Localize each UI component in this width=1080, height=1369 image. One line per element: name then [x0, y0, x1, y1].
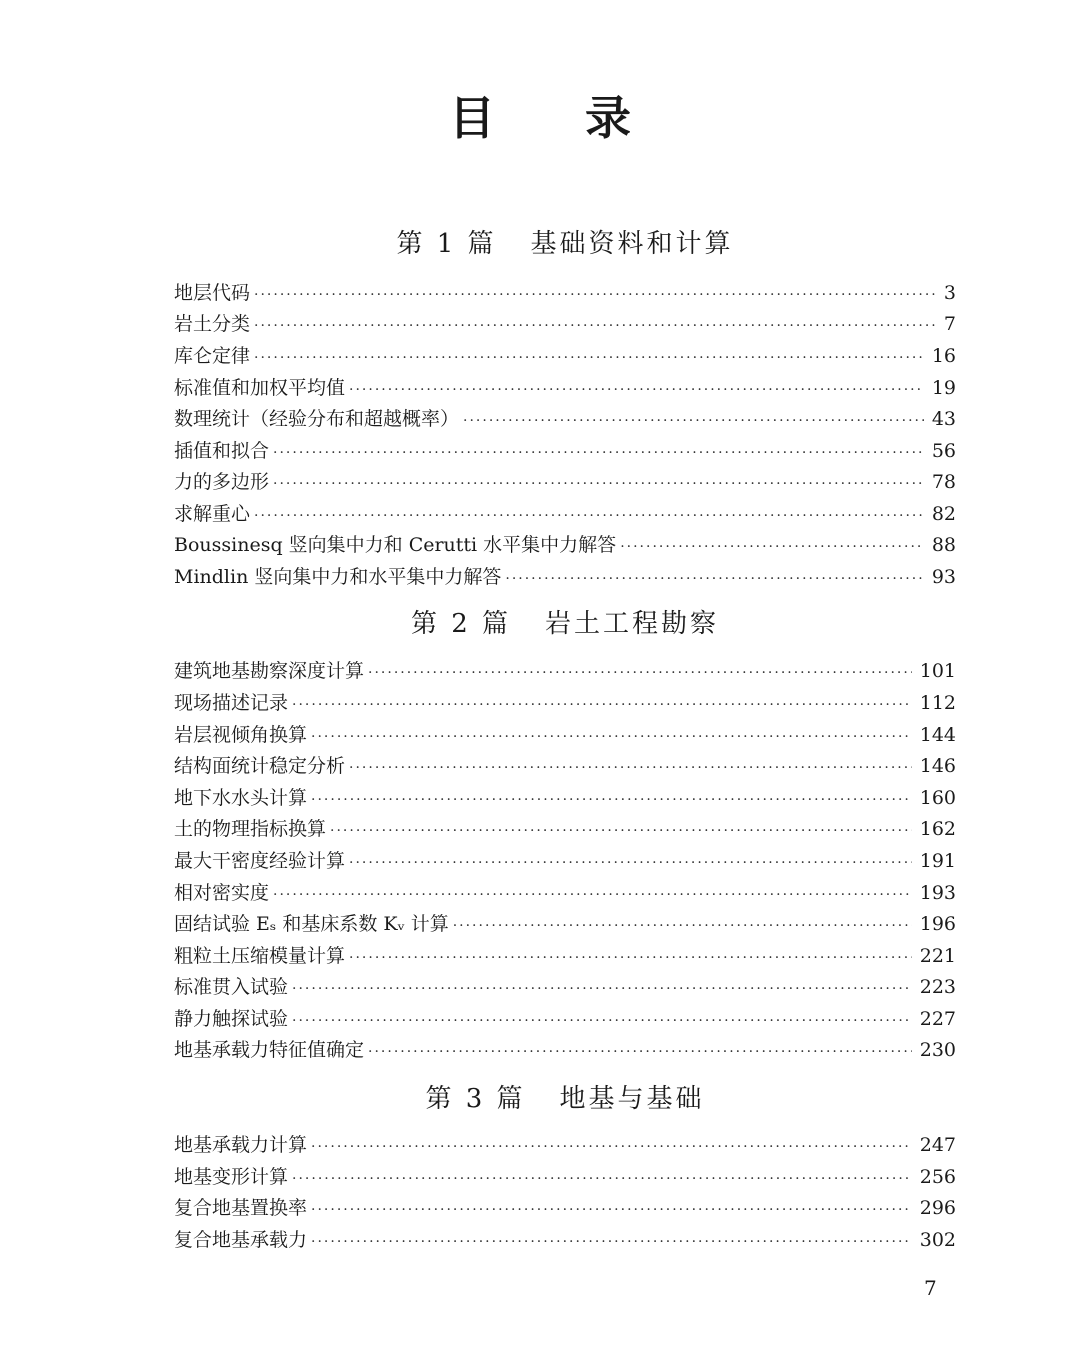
leader-dots: [292, 1007, 912, 1035]
toc-entry[interactable]: [174, 1005, 956, 1033]
leader-dots: [273, 881, 912, 909]
leader-dots: [311, 1228, 912, 1256]
toc-entry[interactable]: [174, 1194, 956, 1222]
entry-title: 建筑地基勘察深度计算: [174, 660, 365, 682]
toc-entry[interactable]: [174, 942, 956, 970]
entry-page: 223: [919, 976, 956, 998]
leader-dots: [349, 376, 924, 404]
entry-page: 112: [919, 692, 956, 714]
part-heading: [174, 226, 956, 262]
entry-title: 静力触探试验: [174, 1008, 289, 1030]
toc-entry[interactable]: [174, 1131, 956, 1159]
leader-dots: [292, 1165, 912, 1193]
toc-entry[interactable]: [174, 563, 956, 591]
entry-page: 160: [919, 787, 956, 809]
leader-dots: [368, 1038, 912, 1066]
part-label: 第 2 篇: [410, 609, 512, 639]
entry-title: 标准值和加权平均值: [174, 377, 346, 399]
leader-dots: [273, 470, 924, 498]
toc-entry[interactable]: [174, 342, 956, 370]
entry-title: 数理统计（经验分布和超越概率）: [174, 408, 460, 430]
entry-title: Mindlin 竖向集中力和水平集中力解答: [174, 566, 502, 588]
toc-entry[interactable]: [174, 815, 956, 843]
entry-page: 221: [919, 945, 956, 967]
leader-dots: [349, 849, 912, 877]
part-name: 岩土工程勘察: [545, 609, 720, 639]
toc-entry[interactable]: [174, 279, 956, 307]
entry-title: 地下水水头计算: [174, 787, 308, 809]
toc-entry[interactable]: [174, 879, 956, 907]
toc-entry[interactable]: [174, 689, 956, 717]
toc-entry[interactable]: [174, 310, 956, 338]
toc-entry[interactable]: [174, 405, 956, 433]
toc-entry[interactable]: [174, 847, 956, 875]
entry-title: 相对密实度: [174, 882, 270, 904]
entry-page: 162: [919, 818, 956, 840]
leader-dots: [311, 1196, 912, 1224]
toc-entry[interactable]: [174, 531, 956, 559]
leader-dots: [330, 817, 912, 845]
toc-entry[interactable]: [174, 721, 956, 749]
entry-title: 结构面统计稳定分析: [174, 755, 346, 777]
entry-page: 302: [919, 1229, 956, 1251]
entry-page: 43: [931, 408, 956, 430]
entry-title: 最大干密度经验计算: [174, 850, 346, 872]
toc-entry[interactable]: [174, 374, 956, 402]
leader-dots: [368, 659, 912, 687]
leader-dots: [254, 344, 924, 372]
entry-page: 256: [919, 1166, 956, 1188]
entry-page: 146: [919, 755, 956, 777]
entry-page: 230: [919, 1039, 956, 1061]
toc-entry[interactable]: [174, 657, 956, 685]
leader-dots: [273, 439, 924, 467]
entry-page: 16: [931, 345, 956, 367]
toc-entry[interactable]: [174, 1036, 956, 1064]
toc-entry[interactable]: [174, 784, 956, 812]
part-label: 第 1 篇: [396, 229, 497, 259]
entry-page: 227: [919, 1008, 956, 1030]
entry-title: 力的多边形: [174, 471, 270, 493]
entry-title: 现场描述记录: [174, 692, 289, 714]
toc-entry[interactable]: [174, 973, 956, 1001]
entry-title: 固结试验 Eₛ 和基床系数 Kᵥ 计算: [174, 913, 449, 935]
entry-title: 求解重心: [174, 503, 251, 525]
entry-title: 地基变形计算: [174, 1166, 289, 1188]
leader-dots: [311, 786, 912, 814]
toc-title: 目录: [449, 91, 721, 145]
entry-title: 复合地基置换率: [174, 1197, 308, 1219]
part-heading: [174, 1081, 956, 1117]
part-name: 基础资料和计算: [530, 229, 734, 259]
toc-entry[interactable]: [174, 1226, 956, 1254]
entry-title: Boussinesq 竖向集中力和 Cerutti 水平集中力解答: [174, 534, 617, 556]
entry-page: 247: [919, 1134, 956, 1156]
entry-title: 岩层视倾角换算: [174, 724, 308, 746]
entry-title: 粗粒土压缩模量计算: [174, 945, 346, 967]
toc-entry[interactable]: [174, 468, 956, 496]
entry-page: 191: [919, 850, 956, 872]
entry-page: 101: [919, 660, 956, 682]
toc-entry[interactable]: [174, 910, 956, 938]
leader-dots: [292, 691, 912, 719]
leader-dots: [311, 1133, 912, 1161]
leader-dots: [292, 975, 912, 1003]
leader-dots: [349, 754, 912, 782]
part-heading: [174, 606, 956, 642]
entry-title: 库仑定律: [174, 345, 251, 367]
entry-page: 3: [943, 282, 956, 304]
entry-page: 82: [931, 503, 956, 525]
entry-page: 296: [919, 1197, 956, 1219]
leader-dots: [453, 912, 912, 940]
entry-page: 78: [931, 471, 956, 493]
entry-title: 地层代码: [174, 282, 251, 304]
entry-page: 88: [931, 534, 956, 556]
leader-dots: [254, 281, 936, 309]
page-number: 7: [924, 1276, 937, 1300]
entry-page: 93: [931, 566, 956, 588]
leader-dots: [505, 565, 923, 593]
toc-entry[interactable]: [174, 500, 956, 528]
entry-title: 标准贯入试验: [174, 976, 289, 998]
leader-dots: [254, 502, 924, 530]
leader-dots: [254, 312, 936, 340]
toc-entry[interactable]: [174, 752, 956, 780]
leader-dots: [311, 723, 912, 751]
entry-title: 插值和拟合: [174, 440, 270, 462]
part-name: 地基与基础: [559, 1084, 705, 1114]
leader-dots: [349, 944, 912, 972]
leader-dots: [620, 533, 924, 561]
entry-title: 地基承载力计算: [174, 1134, 308, 1156]
entry-page: 56: [931, 440, 956, 462]
entry-page: 193: [919, 882, 956, 904]
leader-dots: [463, 407, 924, 435]
part-label: 第 3 篇: [425, 1084, 526, 1114]
entry-title: 土的物理指标换算: [174, 818, 327, 840]
entry-title: 地基承载力特征值确定: [174, 1039, 365, 1061]
entry-title: 复合地基承载力: [174, 1229, 308, 1251]
entry-page: 19: [931, 377, 956, 399]
entry-page: 7: [943, 313, 956, 335]
entry-page: 144: [919, 724, 956, 746]
entry-page: 196: [919, 913, 956, 935]
toc-entry[interactable]: [174, 1163, 956, 1191]
toc-entry[interactable]: [174, 437, 956, 465]
entry-title: 岩土分类: [174, 313, 251, 335]
